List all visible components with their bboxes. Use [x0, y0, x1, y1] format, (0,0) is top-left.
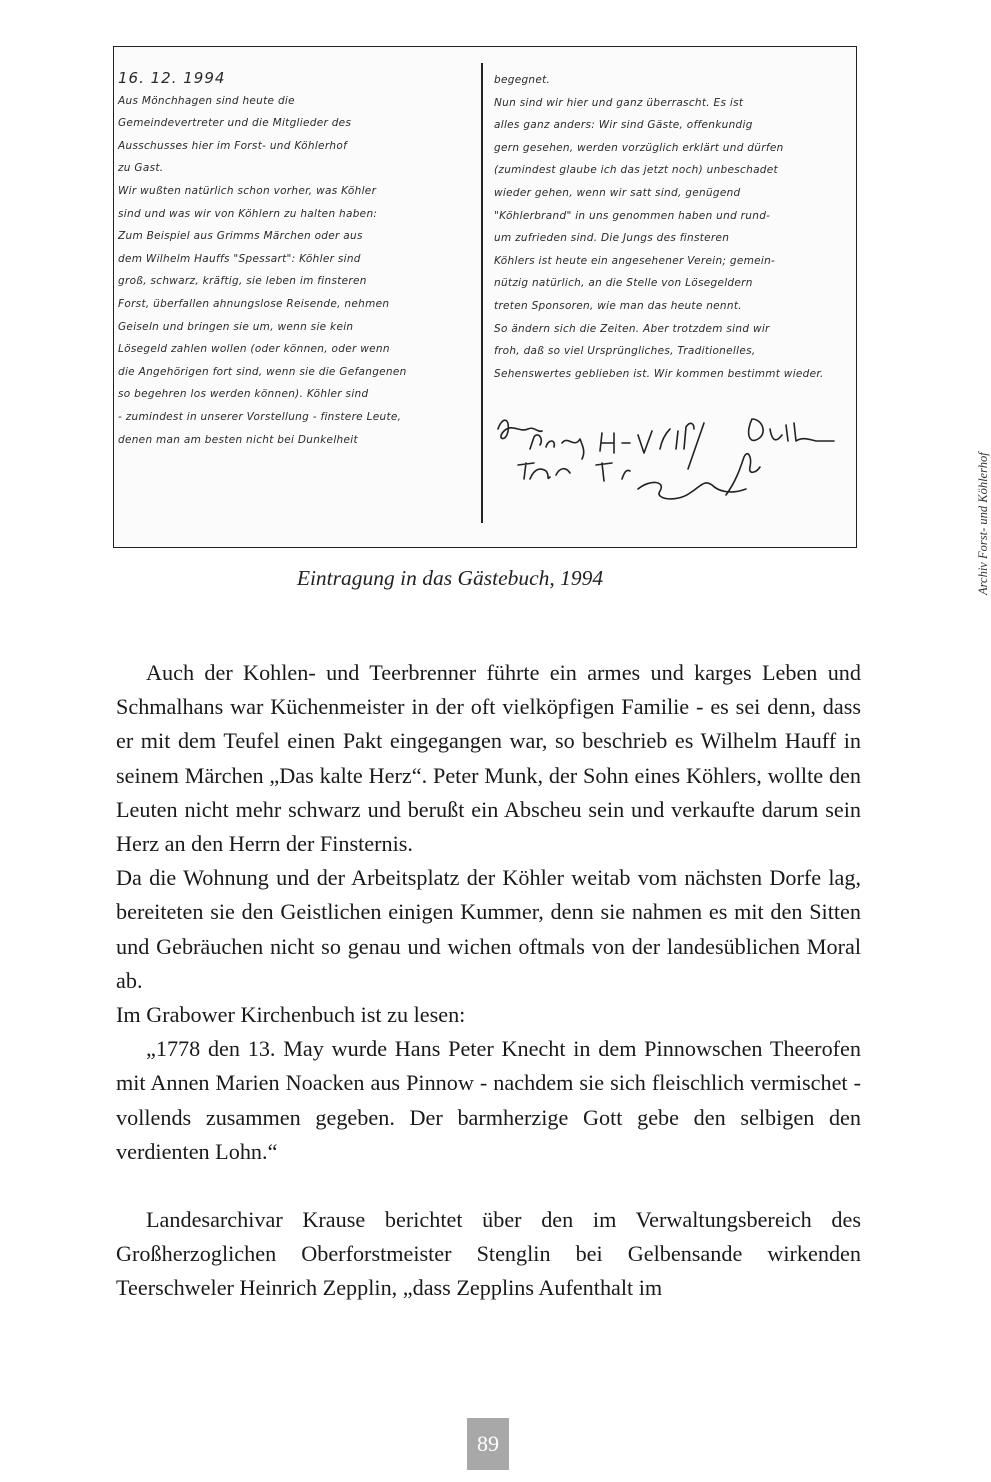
signatures: [490, 409, 850, 529]
book-spine-divider: [481, 63, 483, 523]
handwritten-line: Forst, überfallen ahnungslose Reisende, nehmen: [118, 297, 390, 310]
handwritten-line: so begehren los werden können). Köhler sind: [118, 388, 369, 401]
guestbook-right-page: [494, 69, 850, 385]
handwritten-line: Sehenswertes geblieben ist. Wir kommen bestimmt wieder.: [494, 367, 824, 380]
paragraph: Landesarchivar Krause berichtet über den im Verwaltungsbereich des Großherzoglichen Oberforstmeister Stenglin bei Gelbensande wirkenden Teerschweler Heinrich Zepplin, „dass Zepplins Aufenthalt im: [116, 1207, 861, 1301]
handwritten-line: Köhlers ist heute ein angesehener Verein; gemein-: [494, 254, 776, 267]
handwritten-line: Wir wußten natürlich schon vorher, was Köhler: [118, 184, 377, 197]
handwritten-line: - zumindest in unserer Vorstellung - finstere Leute,: [118, 410, 402, 423]
handwritten-line: die Angehörigen fort sind, wenn sie die Gefangenen: [118, 365, 407, 378]
handwritten-line: "Köhlerbrand" in uns genommen haben und rund-: [494, 209, 771, 222]
handwritten-line: groß, schwarz, kräftig, sie leben im finsteren: [118, 275, 367, 288]
handwritten-line: Zum Beispiel aus Grimms Märchen oder aus: [118, 230, 363, 243]
handwritten-line: gern gesehen, werden vorzüglich erklärt und dürfen: [494, 141, 784, 154]
paragraph: Auch der Kohlen- und Teerbrenner führte ein armes und karges Leben und Schmalhans war Küchenmeister in der oft vielköpfigen Familie - es sei denn, dass er mit dem Teufel einen Pakt eingegangen war, so beschrieb es Wilhelm Hauff in seinem Märchen „Das kalte Herz“. Peter Munk, der Sohn eines Köhlers, wollte den Leuten nicht mehr schwarz und berußt ein Abscheu sein und verkaufte darum sein Herz an den Herrn der Finsternis.: [116, 660, 861, 857]
paragraph: Im Grabower Kirchenbuch ist zu lesen:: [116, 1002, 466, 1028]
handwritten-line: begegnet.: [494, 74, 551, 86]
handwritten-line: (zumindest glaube ich das jetzt noch) unbeschadet: [494, 164, 778, 177]
handwritten-line: denen man am besten nicht bei Dunkelheit: [118, 433, 358, 446]
paragraph: Da die Wohnung und der Arbeitsplatz der Köhler weitab vom nächsten Dorfe lag, bereiteten sie den Geistlichen einigen Kummer, denn sie nahmen es mit den Sitten und Gebräuchen nicht so genau und wichen oftmals von der landesüblichen Moral ab.: [116, 865, 861, 993]
handwritten-line: um zufrieden sind. Die Jungs des finsteren: [494, 232, 730, 245]
handwritten-line: Nun sind wir hier und ganz überrascht. Es ist: [494, 96, 744, 109]
handwritten-line: Geiseln und bringen sie um, wenn sie kein: [118, 320, 354, 333]
handwritten-line: wieder gehen, wenn wir satt sind, genügend: [494, 186, 741, 199]
handwritten-line: Gemeindevertreter und die Mitglieder des: [118, 117, 352, 130]
quote-paragraph: „1778 den 13. May wurde Hans Peter Knecht in dem Pinnowschen Theerofen mit Annen Marien Noacken aus Pinnow - nachdem sie sich fleischlich vermischet - vollends zusammen gegeben. Der barmherzige Gott gebe den selbigen den verdienten Lohn.“: [116, 1036, 861, 1164]
handwritten-line: So ändern sich die Zeiten. Aber trotzdem sind wir: [494, 322, 770, 335]
handwritten-line: nützig natürlich, an die Stelle von Lösegeldern: [494, 277, 753, 290]
handwritten-line: Ausschusses hier im Forst- und Köhlerhof: [118, 139, 348, 152]
body-text: [116, 656, 861, 1306]
page-number: 89: [467, 1418, 509, 1470]
handwritten-line: Aus Mönchhagen sind heute die: [118, 94, 295, 107]
figure-caption: Eintragung in das Gästebuch, 1994: [296, 566, 604, 590]
handwritten-line: froh, daß so viel Ursprüngliches, Traditionelles,: [494, 345, 756, 358]
handwritten-line: Lösegeld zahlen wollen (oder können, oder wenn: [118, 343, 390, 356]
handwritten-line: alles ganz anders: Wir sind Gäste, offenkundig: [494, 119, 753, 132]
handwritten-line: zu Gast.: [118, 162, 164, 175]
guestbook-left-page: [118, 67, 474, 451]
handwritten-line: treten Sponsoren, wie man das heute nennt.: [494, 299, 742, 312]
handwritten-line: sind und was wir von Köhlern zu halten haben:: [118, 207, 378, 220]
archive-credit: Archiv Forst- und Köhlerhof: [976, 452, 990, 595]
guestbook-date: 16. 12. 1994: [118, 69, 226, 87]
handwritten-line: dem Wilhelm Hauffs "Spessart": Köhler sind: [118, 252, 361, 265]
